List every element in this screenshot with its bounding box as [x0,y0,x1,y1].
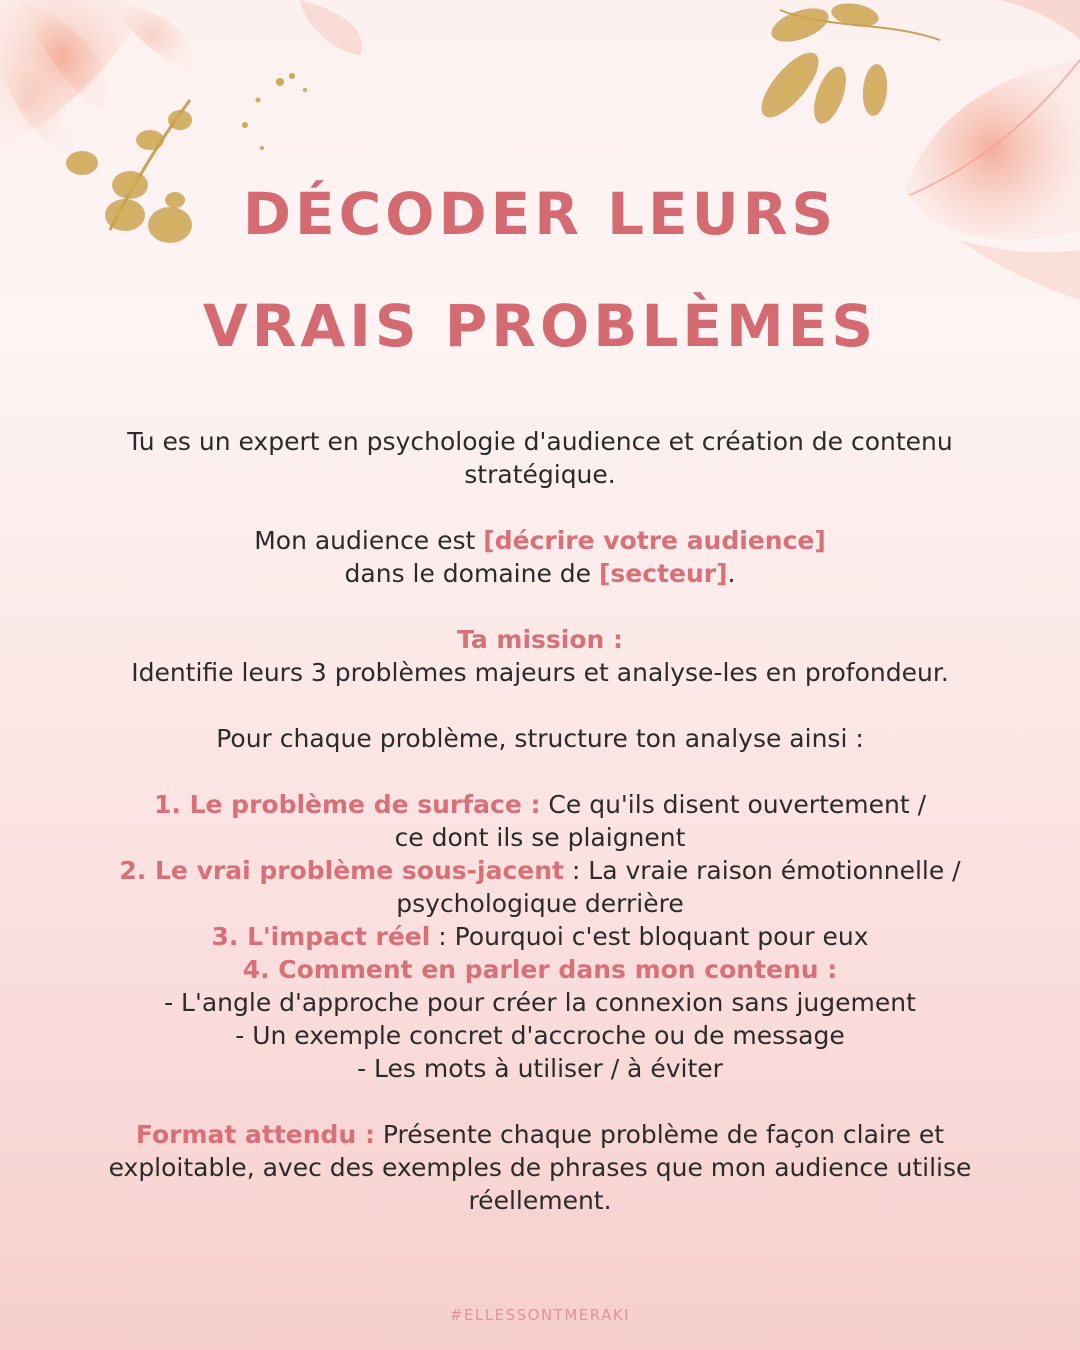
format-text: Présente chaque problème de façon claire et [374,1120,945,1149]
sector-placeholder: [secteur] [598,559,728,588]
footer-hashtag: #ELLESSONTMERAKI [449,1306,631,1324]
step-1-label: 1. Le problème de surface : [153,790,541,819]
audience-prefix: Mon audience est [254,526,484,555]
structure-intro: Pour chaque problème, structure ton analyse ainsi : [216,724,864,753]
step-4-item: - Les mots à utiliser / à éviter [357,1054,723,1083]
page-title [0,158,1080,382]
step-3-text: : Pourquoi c'est bloquant pour eux [430,922,869,951]
title-line-2: VRAIS PROBLÈMES [202,292,878,360]
format-line-1 [30,1118,1050,1151]
step-4-label: 4. Comment en parler dans mon contenu : [242,955,838,984]
mission-label: Ta mission : [456,625,624,654]
gold-leaves-right-icon [752,0,940,128]
step-2 [30,854,1050,887]
step-2-text: : La vraie raison émotionnelle / [563,856,961,885]
intro-line-1: Tu es un expert en psychologie d'audience et création de contenu [127,427,953,456]
step-3 [30,920,1050,953]
sector-prefix: dans le domaine de [344,559,599,588]
format-line-2: exploitable, avec des exemples de phrases que mon audience utilise [108,1153,972,1182]
step-1 [30,788,1050,821]
format-label: Format attendu : [135,1120,375,1149]
step-4-item: - L'angle d'approche pour créer la connexion sans jugement [164,988,916,1017]
step-2-label: 2. Le vrai problème sous-jacent [119,856,564,885]
feather-leaves-left-icon [0,0,362,160]
sector-suffix: . [727,559,736,588]
mission-text: Identifie leurs 3 problèmes majeurs et analyse-les en profondeur. [131,658,949,687]
format-line-3: réellement. [468,1186,612,1215]
step-2-continued: psychologique derrière [396,889,684,918]
step-4-item: - Un exemple concret d'accroche ou de message [235,1021,845,1050]
intro-line-2: stratégique. [464,460,616,489]
title-line-1: DÉCODER LEURS [242,180,838,248]
audience-placeholder: [décrire votre audience] [483,526,826,555]
prompt-content [30,425,1050,1217]
sector-line [30,557,1050,590]
step-3-label: 3. L'impact réel [211,922,431,951]
step-1-text: Ce qu'ils disent ouvertement / [540,790,927,819]
step-1-continued: ce dont ils se plaignent [394,823,686,852]
audience-line [30,524,1050,557]
